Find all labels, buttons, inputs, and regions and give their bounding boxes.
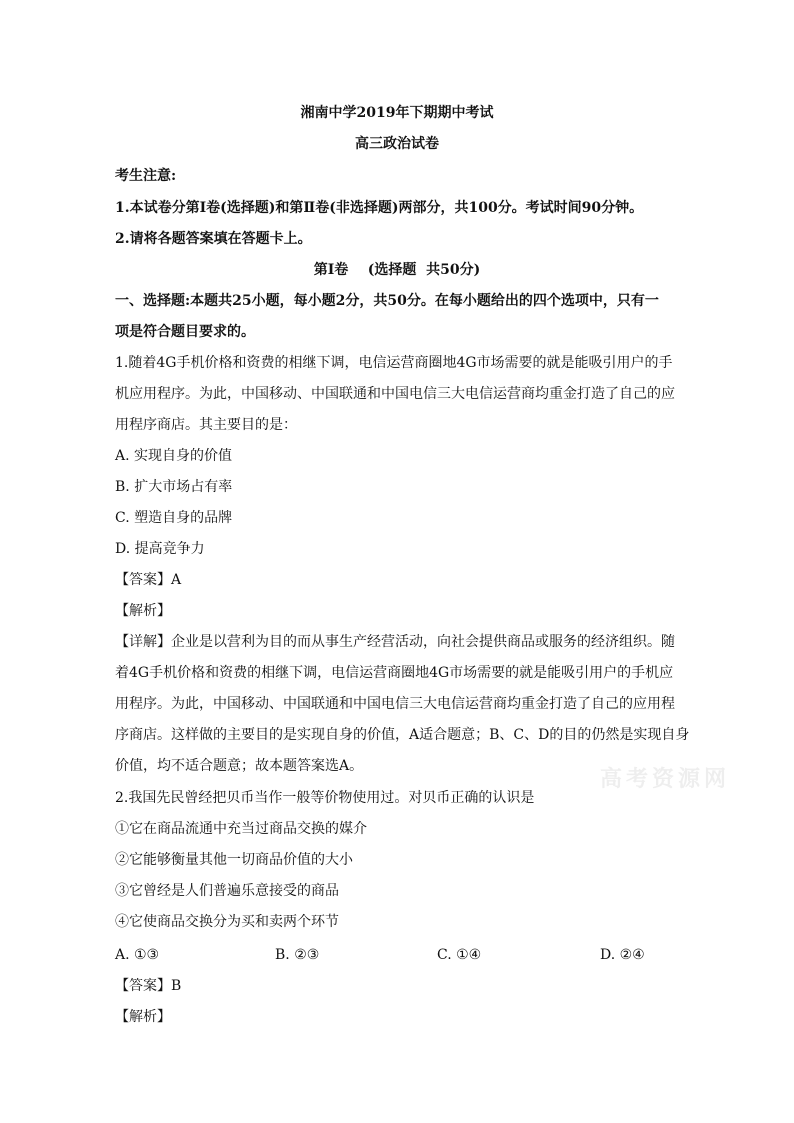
q2-options-row — [115, 946, 675, 964]
section-instruction-line-2: 项是符合题目要求的。 — [115, 324, 255, 340]
subject-title: 高三政治试卷 — [355, 136, 439, 152]
q1-option-d: D. 提高竞争力 — [115, 541, 205, 557]
q1-detail-line-1: 【详解】企业是以营利为目的而从事生产经营活动，向社会提供商品或服务的经济组织。随 — [115, 634, 675, 650]
section-instruction-line-1: 一、选择题:本题共25小题，每小题2分，共50分。在每小题给出的四个选项中，只有一 — [115, 293, 659, 309]
q1-analysis-label: 【解析】 — [115, 603, 171, 619]
q1-detail-line-4: 序商店。这样做的主要目的是实现自身的价值，A适合题意；B、C、D的目的仍然是实现自身 — [115, 727, 690, 743]
watermark-logo: 高考资源网 — [600, 766, 731, 792]
q2-item-3: ③它曾经是人们普遍乐意接受的商品 — [115, 883, 339, 899]
exam-title: 湘南中学2019年下期期中考试 — [300, 105, 494, 121]
q1-option-b: B. 扩大市场占有率 — [115, 479, 233, 495]
q2-item-2: ②它能够衡量其他一切商品价值的大小 — [115, 852, 353, 868]
q1-detail-line-2: 着4G手机价格和资费的相继下调，电信运营商圈地4G市场需要的就是能吸引用户的手机应 — [115, 665, 674, 681]
q1-answer: 【答案】A — [115, 572, 182, 588]
q2-analysis-label: 【解析】 — [115, 1009, 171, 1025]
q2-option-a: A. ①③ — [115, 947, 160, 963]
q2-option-b: B. ②③ — [275, 947, 320, 963]
q2-item-1: ①它在商品流通中充当过商品交换的媒介 — [115, 821, 367, 837]
q1-stem-line-3: 用程序商店。其主要目的是： — [115, 417, 297, 433]
q1-option-a: A. 实现自身的价值 — [115, 448, 233, 464]
notice-item-1: 1.本试卷分第Ⅰ卷(选择题)和第Ⅱ卷(非选择题)两部分，共100分。考试时间90分钟。 — [115, 200, 644, 216]
notice-item-2: 2.请将各题答案填在答题卡上。 — [115, 231, 312, 247]
q2-option-d: D. ②④ — [600, 947, 645, 963]
notice-title: 考生注意: — [115, 168, 177, 184]
q1-detail-line-5: 价值，均不适合题意；故本题答案选A。 — [115, 758, 364, 774]
section-heading: 第Ⅰ卷 (选择题 共50分) — [313, 262, 481, 278]
q2-item-4: ④它使商品交换分为买和卖两个环节 — [115, 914, 339, 930]
q2-stem: 2.我国先民曾经把贝币当作一般等价物使用过。对贝币正确的认识是 — [115, 790, 535, 806]
q1-stem-line-1: 1.随着4G手机价格和资费的相继下调，电信运营商圈地4G市场需要的就是能吸引用户的手 — [115, 355, 673, 371]
q1-stem-line-2: 机应用程序。为此，中国移动、中国联通和中国电信三大电信运营商均重金打造了自己的应 — [115, 386, 675, 402]
q2-option-c: C. ①④ — [437, 947, 482, 963]
q2-answer: 【答案】B — [115, 978, 182, 994]
q1-detail-line-3: 用程序。为此，中国移动、中国联通和中国电信三大电信运营商均重金打造了自己的应用程 — [115, 696, 675, 712]
q1-option-c: C. 塑造自身的品牌 — [115, 510, 233, 526]
